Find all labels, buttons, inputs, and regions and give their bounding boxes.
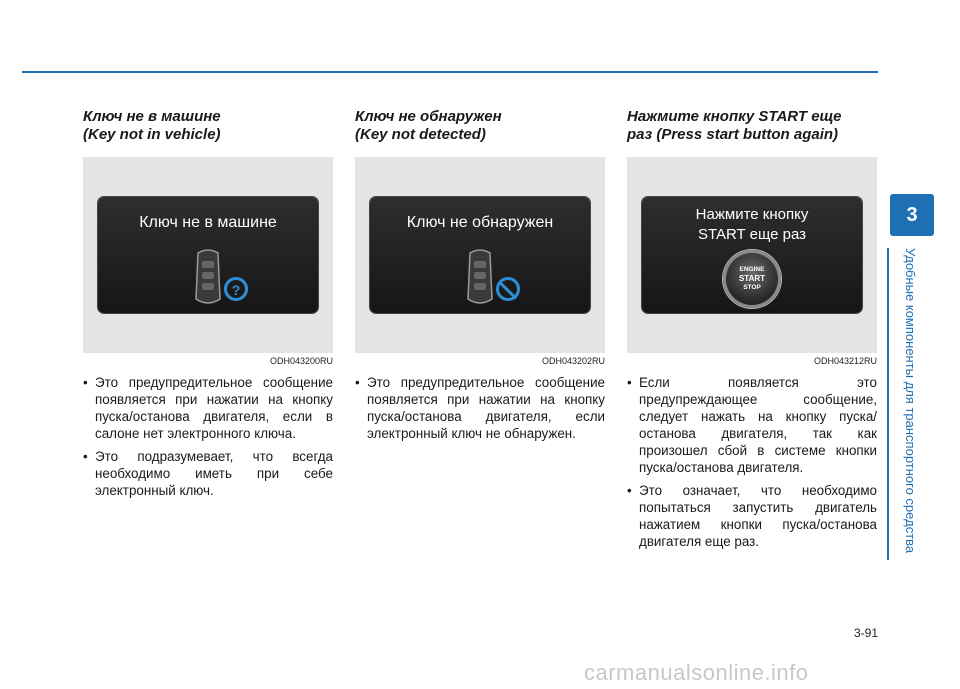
chapter-title-text: Удобные компоненты для транспортного средства bbox=[903, 248, 918, 554]
screen-message: Ключ не обнаружен bbox=[406, 214, 554, 231]
section-heading bbox=[355, 108, 605, 157]
smart-key-icon bbox=[190, 249, 226, 305]
heading-ru: Ключ не в машине bbox=[83, 108, 221, 125]
bullet-list bbox=[627, 374, 877, 550]
heading-en: раз (Press start button again) bbox=[627, 126, 839, 143]
side-rule bbox=[887, 248, 889, 560]
cluster-figure bbox=[627, 157, 877, 353]
figure-code: ODH043200RU bbox=[269, 356, 333, 366]
button-text: STOP bbox=[743, 284, 761, 291]
chapter-title bbox=[903, 248, 917, 560]
question-mark-icon: ? bbox=[224, 277, 248, 301]
list-item: • Это подразумевает, что всегда необходимо иметь при себе электронный ключ. bbox=[83, 448, 333, 499]
heading-en: (Key not detected) bbox=[355, 126, 486, 143]
screen-message: Ключ не в машине bbox=[139, 214, 277, 231]
cluster-figure bbox=[83, 157, 333, 353]
heading-ru: Нажмите кнопку START еще bbox=[627, 108, 842, 125]
button-text: START bbox=[738, 274, 766, 283]
prohibited-icon bbox=[496, 277, 520, 301]
heading-ru: Ключ не обнаружен bbox=[355, 108, 502, 125]
section-press-start-again bbox=[627, 108, 877, 556]
bullet-list bbox=[83, 374, 333, 499]
heading-en: (Key not in vehicle) bbox=[83, 126, 221, 143]
list-item: • Это предупредительное сообщение появляется при нажатии на кнопку пуска/останова двигателя, если электронный ключ не обнаружен. bbox=[355, 374, 605, 442]
figure-code: ODH043202RU bbox=[541, 356, 605, 366]
section-heading bbox=[83, 108, 333, 157]
chapter-tab bbox=[890, 194, 934, 236]
button-text: ENGINE bbox=[739, 266, 765, 273]
screen-message-line: Нажмите кнопку bbox=[695, 206, 809, 223]
cluster-screen bbox=[370, 197, 590, 313]
header-rule bbox=[22, 71, 878, 73]
bullet-list bbox=[355, 374, 605, 442]
list-item: • Это означает, что необходимо попытаться запустить двигатель нажатием кнопки пуска/останова двигателя еще раз. bbox=[627, 482, 877, 550]
chapter-number: 3 bbox=[906, 204, 918, 226]
page-number: 3-91 bbox=[853, 626, 878, 640]
screen-message-line: START еще раз bbox=[697, 226, 807, 243]
section-key-not-detected bbox=[355, 108, 605, 448]
cluster-figure bbox=[355, 157, 605, 353]
list-item: • Если появляется это предупреждающее сообщение, следует нажать на кнопку пуска/останова двигателя, так как произошел сбой в системе кнопки пуска/останова двигателя. bbox=[627, 374, 877, 476]
screen-message bbox=[642, 205, 862, 245]
smart-key-icon bbox=[462, 249, 498, 305]
engine-start-stop-button-icon bbox=[723, 250, 781, 308]
section-key-not-in-vehicle bbox=[83, 108, 333, 505]
watermark: carmanualsonline.info bbox=[584, 660, 809, 685]
cluster-screen bbox=[98, 197, 318, 313]
figure-code: ODH043212RU bbox=[813, 356, 877, 366]
cluster-screen bbox=[642, 197, 862, 313]
list-item: • Это предупредительное сообщение появляется при нажатии на кнопку пуска/останова двигателя, если в салоне нет электронного ключа. bbox=[83, 374, 333, 442]
section-heading bbox=[627, 108, 877, 157]
